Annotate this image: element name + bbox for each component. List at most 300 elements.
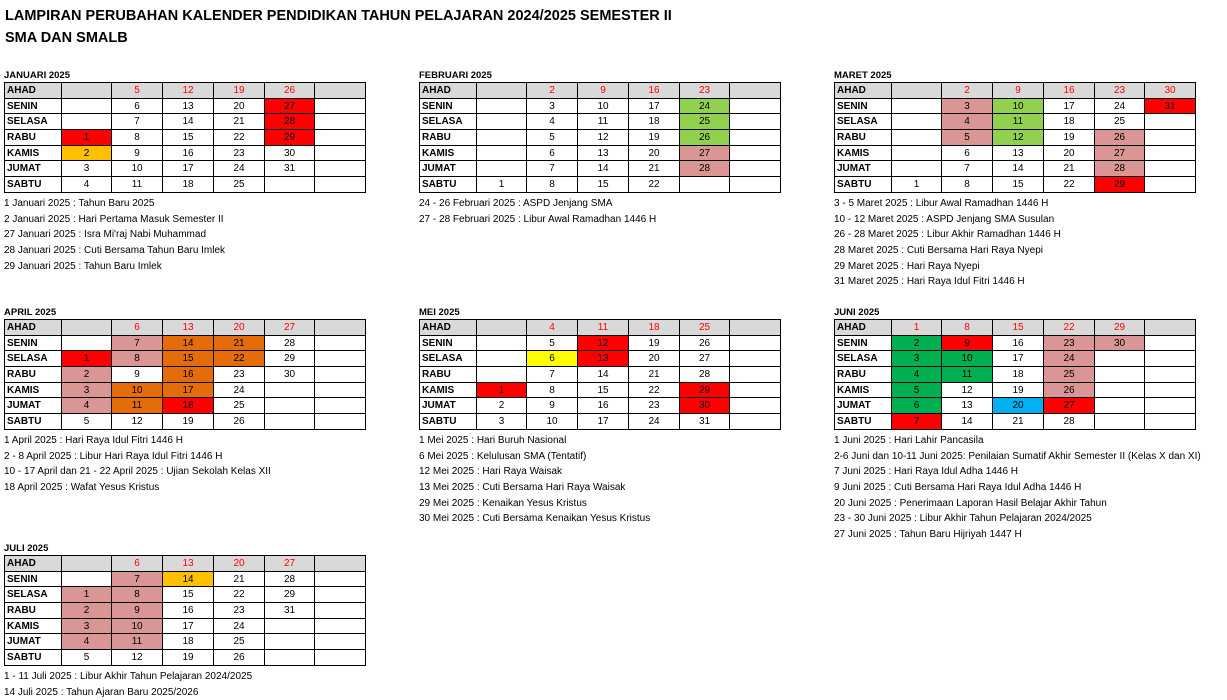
calendar-row bbox=[420, 114, 781, 130]
date-cell: 21 bbox=[214, 571, 265, 587]
date-cell: 31 bbox=[265, 603, 315, 619]
weekday-label: AHAD bbox=[420, 83, 477, 99]
date-cell bbox=[477, 320, 527, 336]
calendar-row bbox=[5, 83, 366, 99]
note-item: 30 Mei 2025 : Cuti Bersama Kenaikan Yesus Kristus bbox=[419, 513, 651, 525]
date-cell bbox=[730, 145, 781, 161]
date-cell: 16 bbox=[993, 335, 1044, 351]
note-item: 29 Maret 2025 : Hari Raya Nyepi bbox=[834, 260, 980, 272]
date-cell: 2 bbox=[892, 335, 942, 351]
date-cell bbox=[315, 650, 366, 666]
weekday-label: KAMIS bbox=[420, 382, 477, 398]
date-cell: 9 bbox=[993, 83, 1044, 99]
weekday-label: JUMAT bbox=[5, 161, 62, 177]
note-item: 1 - 11 Juli 2025 : Libur Akhir Tahun Pelajaran 2024/2025 bbox=[4, 670, 253, 682]
date-cell bbox=[730, 398, 781, 414]
date-cell: 24 bbox=[214, 382, 265, 398]
month-calendar-table bbox=[419, 319, 781, 430]
date-cell: 1 bbox=[892, 177, 942, 193]
weekday-label: AHAD bbox=[835, 83, 892, 99]
date-cell: 15 bbox=[163, 587, 214, 603]
calendar-row bbox=[5, 145, 366, 161]
weekday-label: SELASA bbox=[5, 114, 62, 130]
date-cell: 10 bbox=[527, 414, 578, 430]
date-cell: 22 bbox=[629, 382, 680, 398]
date-cell: 5 bbox=[892, 382, 942, 398]
date-cell bbox=[892, 98, 942, 114]
date-cell bbox=[892, 83, 942, 99]
date-cell: 11 bbox=[578, 114, 629, 130]
calendar-row bbox=[5, 367, 366, 383]
weekday-label: RABU bbox=[835, 130, 892, 146]
weekday-label: RABU bbox=[835, 367, 892, 383]
date-cell: 7 bbox=[527, 367, 578, 383]
date-cell bbox=[315, 320, 366, 336]
date-cell: 28 bbox=[680, 367, 730, 383]
date-cell bbox=[1095, 382, 1145, 398]
date-cell: 23 bbox=[629, 398, 680, 414]
weekday-label: SELASA bbox=[5, 351, 62, 367]
date-cell: 5 bbox=[527, 130, 578, 146]
calendar-row bbox=[420, 83, 781, 99]
note-item: 2 Januari 2025 : Hari Pertama Masuk Semester II bbox=[4, 213, 224, 225]
date-cell: 12 bbox=[578, 130, 629, 146]
date-cell: 9 bbox=[942, 335, 993, 351]
date-cell: 19 bbox=[163, 414, 214, 430]
calendar-row bbox=[835, 367, 1196, 383]
date-cell bbox=[1145, 130, 1196, 146]
date-cell: 15 bbox=[578, 177, 629, 193]
date-cell: 14 bbox=[163, 335, 214, 351]
weekday-label: SENIN bbox=[835, 335, 892, 351]
date-cell: 27 bbox=[680, 145, 730, 161]
date-cell bbox=[892, 114, 942, 130]
calendar-row bbox=[5, 634, 366, 650]
date-cell: 9 bbox=[112, 603, 163, 619]
date-cell: 24 bbox=[1095, 98, 1145, 114]
calendar-row bbox=[420, 335, 781, 351]
date-cell: 14 bbox=[578, 161, 629, 177]
date-cell: 6 bbox=[112, 320, 163, 336]
calendar-row bbox=[835, 177, 1196, 193]
date-cell bbox=[892, 130, 942, 146]
date-cell: 2 bbox=[942, 83, 993, 99]
date-cell: 7 bbox=[942, 161, 993, 177]
date-cell: 10 bbox=[993, 98, 1044, 114]
date-cell: 4 bbox=[62, 177, 112, 193]
date-cell: 21 bbox=[214, 114, 265, 130]
date-cell: 2 bbox=[527, 83, 578, 99]
date-cell: 15 bbox=[578, 382, 629, 398]
weekday-label: KAMIS bbox=[420, 145, 477, 161]
note-item: 29 Mei 2025 : Kenaikan Yesus Kristus bbox=[419, 497, 587, 509]
date-cell: 10 bbox=[942, 351, 993, 367]
date-cell bbox=[265, 177, 315, 193]
date-cell bbox=[477, 83, 527, 99]
date-cell bbox=[62, 556, 112, 572]
date-cell: 30 bbox=[680, 398, 730, 414]
calendar-row bbox=[5, 587, 366, 603]
date-cell: 18 bbox=[629, 320, 680, 336]
calendar-row bbox=[835, 83, 1196, 99]
date-cell bbox=[315, 335, 366, 351]
date-cell: 27 bbox=[1095, 145, 1145, 161]
note-item: 28 Januari 2025 : Cuti Bersama Tahun Baru Imlek bbox=[4, 244, 226, 256]
date-cell bbox=[1095, 351, 1145, 367]
date-cell: 1 bbox=[892, 320, 942, 336]
note-item: 29 Januari 2025 : Tahun Baru Imlek bbox=[4, 260, 162, 272]
date-cell: 11 bbox=[112, 177, 163, 193]
date-cell: 28 bbox=[265, 114, 315, 130]
date-cell: 8 bbox=[112, 351, 163, 367]
document-title bbox=[5, 5, 672, 49]
note-item: 26 - 28 Maret 2025 : Libur Akhir Ramadhan 1446 H bbox=[834, 229, 1061, 241]
date-cell bbox=[892, 145, 942, 161]
weekday-label: SENIN bbox=[420, 98, 477, 114]
date-cell: 9 bbox=[578, 83, 629, 99]
date-cell: 12 bbox=[578, 335, 629, 351]
date-cell: 7 bbox=[112, 335, 163, 351]
date-cell bbox=[477, 114, 527, 130]
date-cell: 20 bbox=[214, 556, 265, 572]
weekday-label: AHAD bbox=[835, 320, 892, 336]
month-name: MARET 2025 bbox=[834, 70, 892, 81]
notes-list bbox=[834, 196, 1195, 290]
date-cell: 4 bbox=[62, 634, 112, 650]
calendar-row bbox=[835, 145, 1196, 161]
date-cell: 6 bbox=[112, 98, 163, 114]
date-cell: 20 bbox=[214, 98, 265, 114]
date-cell: 12 bbox=[112, 650, 163, 666]
date-cell bbox=[1145, 145, 1196, 161]
date-cell: 3 bbox=[477, 414, 527, 430]
calendar-row bbox=[420, 351, 781, 367]
date-cell: 22 bbox=[214, 587, 265, 603]
date-cell bbox=[315, 571, 366, 587]
notes-list bbox=[4, 669, 365, 700]
note-item: 1 Januari 2025 : Tahun Baru 2025 bbox=[4, 197, 155, 209]
calendar-row bbox=[420, 398, 781, 414]
date-cell bbox=[62, 571, 112, 587]
weekday-label: SENIN bbox=[5, 98, 62, 114]
date-cell bbox=[730, 83, 781, 99]
date-cell: 9 bbox=[112, 367, 163, 383]
date-cell bbox=[730, 161, 781, 177]
date-cell: 22 bbox=[1044, 177, 1095, 193]
month-calendar-table bbox=[834, 319, 1196, 430]
weekday-label: SELASA bbox=[835, 351, 892, 367]
date-cell: 25 bbox=[214, 634, 265, 650]
date-cell: 25 bbox=[214, 177, 265, 193]
date-cell bbox=[730, 414, 781, 430]
date-cell: 26 bbox=[680, 130, 730, 146]
calendar-row bbox=[835, 398, 1196, 414]
date-cell: 21 bbox=[993, 414, 1044, 430]
date-cell: 19 bbox=[214, 83, 265, 99]
date-cell: 29 bbox=[1095, 320, 1145, 336]
date-cell: 26 bbox=[214, 414, 265, 430]
weekday-label: AHAD bbox=[420, 320, 477, 336]
date-cell: 26 bbox=[1095, 130, 1145, 146]
date-cell: 28 bbox=[1044, 414, 1095, 430]
date-cell: 4 bbox=[527, 114, 578, 130]
weekday-label: AHAD bbox=[5, 320, 62, 336]
date-cell: 8 bbox=[112, 130, 163, 146]
date-cell: 4 bbox=[62, 398, 112, 414]
date-cell: 8 bbox=[112, 587, 163, 603]
weekday-label: SABTU bbox=[835, 177, 892, 193]
date-cell: 13 bbox=[993, 145, 1044, 161]
date-cell bbox=[265, 398, 315, 414]
date-cell: 18 bbox=[163, 634, 214, 650]
date-cell: 1 bbox=[477, 177, 527, 193]
date-cell: 6 bbox=[527, 145, 578, 161]
date-cell bbox=[315, 618, 366, 634]
calendar-row bbox=[5, 320, 366, 336]
calendar-row bbox=[5, 130, 366, 146]
date-cell: 8 bbox=[527, 382, 578, 398]
date-cell: 22 bbox=[629, 177, 680, 193]
date-cell: 5 bbox=[112, 83, 163, 99]
date-cell: 17 bbox=[1044, 98, 1095, 114]
date-cell: 26 bbox=[1044, 382, 1095, 398]
weekday-label: RABU bbox=[5, 130, 62, 146]
date-cell bbox=[1145, 367, 1196, 383]
month-calendar-table bbox=[4, 319, 366, 430]
date-cell bbox=[730, 114, 781, 130]
calendar-row bbox=[835, 114, 1196, 130]
date-cell: 19 bbox=[629, 335, 680, 351]
date-cell: 31 bbox=[1145, 98, 1196, 114]
note-item: 27 Januari 2025 : Isra Mi'raj Nabi Muhammad bbox=[4, 229, 207, 241]
date-cell bbox=[730, 382, 781, 398]
date-cell: 15 bbox=[163, 351, 214, 367]
date-cell: 28 bbox=[680, 161, 730, 177]
date-cell: 24 bbox=[214, 618, 265, 634]
date-cell: 21 bbox=[1044, 161, 1095, 177]
date-cell: 3 bbox=[942, 98, 993, 114]
date-cell: 16 bbox=[163, 145, 214, 161]
date-cell: 24 bbox=[629, 414, 680, 430]
date-cell bbox=[265, 618, 315, 634]
date-cell: 24 bbox=[1044, 351, 1095, 367]
note-item: 1 April 2025 : Hari Raya Idul Fitri 1446 H bbox=[4, 434, 183, 446]
date-cell bbox=[730, 367, 781, 383]
month-name: FEBRUARI 2025 bbox=[419, 70, 492, 81]
date-cell: 15 bbox=[993, 177, 1044, 193]
date-cell bbox=[1145, 161, 1196, 177]
weekday-label: RABU bbox=[420, 130, 477, 146]
note-item: 18 April 2025 : Wafat Yesus Kristus bbox=[4, 481, 160, 493]
calendar-row bbox=[835, 351, 1196, 367]
calendar-row bbox=[835, 320, 1196, 336]
date-cell bbox=[315, 414, 366, 430]
date-cell: 19 bbox=[629, 130, 680, 146]
date-cell: 1 bbox=[62, 351, 112, 367]
date-cell bbox=[315, 398, 366, 414]
date-cell: 14 bbox=[578, 367, 629, 383]
date-cell: 18 bbox=[1044, 114, 1095, 130]
date-cell: 23 bbox=[214, 145, 265, 161]
date-cell: 3 bbox=[62, 382, 112, 398]
date-cell: 15 bbox=[163, 130, 214, 146]
date-cell bbox=[315, 587, 366, 603]
calendar-row bbox=[420, 367, 781, 383]
calendar-row bbox=[5, 618, 366, 634]
date-cell: 23 bbox=[214, 367, 265, 383]
calendar-row bbox=[5, 114, 366, 130]
date-cell: 7 bbox=[892, 414, 942, 430]
date-cell: 29 bbox=[1095, 177, 1145, 193]
calendar-row bbox=[420, 382, 781, 398]
date-cell bbox=[315, 367, 366, 383]
date-cell: 17 bbox=[629, 98, 680, 114]
month-block-mei bbox=[419, 305, 780, 527]
calendar-row bbox=[5, 556, 366, 572]
date-cell bbox=[477, 335, 527, 351]
date-cell: 25 bbox=[214, 398, 265, 414]
date-cell bbox=[315, 161, 366, 177]
date-cell: 17 bbox=[578, 414, 629, 430]
weekday-label: SELASA bbox=[5, 587, 62, 603]
date-cell bbox=[315, 351, 366, 367]
date-cell bbox=[315, 556, 366, 572]
date-cell: 31 bbox=[265, 161, 315, 177]
weekday-label: SELASA bbox=[420, 351, 477, 367]
date-cell: 21 bbox=[214, 335, 265, 351]
note-item: 27 - 28 Februari 2025 : Libur Awal Ramadhan 1446 H bbox=[419, 213, 657, 225]
date-cell: 25 bbox=[1095, 114, 1145, 130]
date-cell bbox=[1145, 177, 1196, 193]
date-cell: 17 bbox=[163, 161, 214, 177]
date-cell bbox=[730, 98, 781, 114]
date-cell bbox=[315, 177, 366, 193]
date-cell: 28 bbox=[1095, 161, 1145, 177]
date-cell: 28 bbox=[265, 571, 315, 587]
date-cell bbox=[315, 114, 366, 130]
date-cell: 12 bbox=[993, 130, 1044, 146]
weekday-label: SENIN bbox=[5, 571, 62, 587]
date-cell: 10 bbox=[578, 98, 629, 114]
date-cell bbox=[62, 320, 112, 336]
month-block-juli bbox=[4, 541, 365, 700]
date-cell: 26 bbox=[680, 335, 730, 351]
date-cell: 5 bbox=[62, 650, 112, 666]
month-name: MEI 2025 bbox=[419, 307, 460, 318]
calendar-row bbox=[5, 382, 366, 398]
date-cell: 19 bbox=[1044, 130, 1095, 146]
weekday-label: KAMIS bbox=[5, 618, 62, 634]
date-cell: 1 bbox=[62, 587, 112, 603]
month-calendar-table bbox=[4, 555, 366, 666]
date-cell: 3 bbox=[62, 161, 112, 177]
date-cell: 11 bbox=[112, 398, 163, 414]
date-cell bbox=[477, 145, 527, 161]
month-block-april bbox=[4, 305, 365, 496]
note-item: 12 Mei 2025 : Hari Raya Waisak bbox=[419, 466, 563, 478]
date-cell: 11 bbox=[112, 634, 163, 650]
date-cell: 28 bbox=[265, 335, 315, 351]
calendar-row bbox=[5, 177, 366, 193]
note-item: 9 Juni 2025 : Cuti Bersama Hari Raya Idul Adha 1446 H bbox=[834, 481, 1082, 493]
date-cell: 20 bbox=[214, 320, 265, 336]
notes-list bbox=[419, 433, 780, 527]
weekday-label: JUMAT bbox=[420, 398, 477, 414]
date-cell: 27 bbox=[265, 556, 315, 572]
date-cell: 10 bbox=[112, 618, 163, 634]
calendar-row bbox=[420, 177, 781, 193]
date-cell: 30 bbox=[265, 145, 315, 161]
date-cell: 26 bbox=[265, 83, 315, 99]
date-cell: 13 bbox=[163, 320, 214, 336]
date-cell: 5 bbox=[62, 414, 112, 430]
date-cell: 8 bbox=[942, 177, 993, 193]
date-cell: 11 bbox=[993, 114, 1044, 130]
date-cell bbox=[315, 98, 366, 114]
calendar-row bbox=[420, 320, 781, 336]
date-cell: 16 bbox=[578, 398, 629, 414]
date-cell: 4 bbox=[527, 320, 578, 336]
calendar-row bbox=[5, 351, 366, 367]
date-cell: 13 bbox=[578, 351, 629, 367]
date-cell: 27 bbox=[265, 98, 315, 114]
weekday-label: SENIN bbox=[420, 335, 477, 351]
date-cell: 6 bbox=[112, 556, 163, 572]
date-cell: 14 bbox=[942, 414, 993, 430]
date-cell: 13 bbox=[163, 98, 214, 114]
date-cell: 29 bbox=[265, 351, 315, 367]
date-cell: 8 bbox=[527, 177, 578, 193]
weekday-label: SABTU bbox=[5, 650, 62, 666]
date-cell: 12 bbox=[942, 382, 993, 398]
calendar-row bbox=[835, 335, 1196, 351]
date-cell: 24 bbox=[214, 161, 265, 177]
note-item: 7 Juni 2025 : Hari Raya Idul Adha 1446 H bbox=[834, 466, 1019, 478]
date-cell: 27 bbox=[265, 320, 315, 336]
date-cell bbox=[1095, 398, 1145, 414]
month-block-maret bbox=[834, 68, 1195, 290]
month-name: APRIL 2025 bbox=[4, 307, 57, 318]
date-cell: 22 bbox=[1044, 320, 1095, 336]
date-cell bbox=[730, 177, 781, 193]
calendar-row bbox=[5, 603, 366, 619]
date-cell: 21 bbox=[629, 367, 680, 383]
note-item: 20 Juni 2025 : Penerimaan Laporan Hasil Belajar Akhir Tahun bbox=[834, 497, 1107, 509]
month-name: JANUARI 2025 bbox=[4, 70, 70, 81]
date-cell: 16 bbox=[163, 603, 214, 619]
weekday-label: SABTU bbox=[835, 414, 892, 430]
date-cell bbox=[265, 414, 315, 430]
date-cell: 26 bbox=[214, 650, 265, 666]
weekday-label: SENIN bbox=[5, 335, 62, 351]
month-block-januari bbox=[4, 68, 365, 274]
date-cell bbox=[265, 634, 315, 650]
date-cell bbox=[1145, 414, 1196, 430]
month-calendar-table bbox=[834, 82, 1196, 193]
date-cell: 14 bbox=[993, 161, 1044, 177]
weekday-label: SENIN bbox=[835, 98, 892, 114]
weekday-label: AHAD bbox=[5, 556, 62, 572]
weekday-label: AHAD bbox=[5, 83, 62, 99]
date-cell: 31 bbox=[680, 414, 730, 430]
date-cell bbox=[892, 161, 942, 177]
calendar-row bbox=[5, 98, 366, 114]
date-cell bbox=[315, 83, 366, 99]
date-cell: 3 bbox=[527, 98, 578, 114]
date-cell: 23 bbox=[1095, 83, 1145, 99]
date-cell bbox=[1095, 367, 1145, 383]
month-block-februari bbox=[419, 68, 780, 227]
